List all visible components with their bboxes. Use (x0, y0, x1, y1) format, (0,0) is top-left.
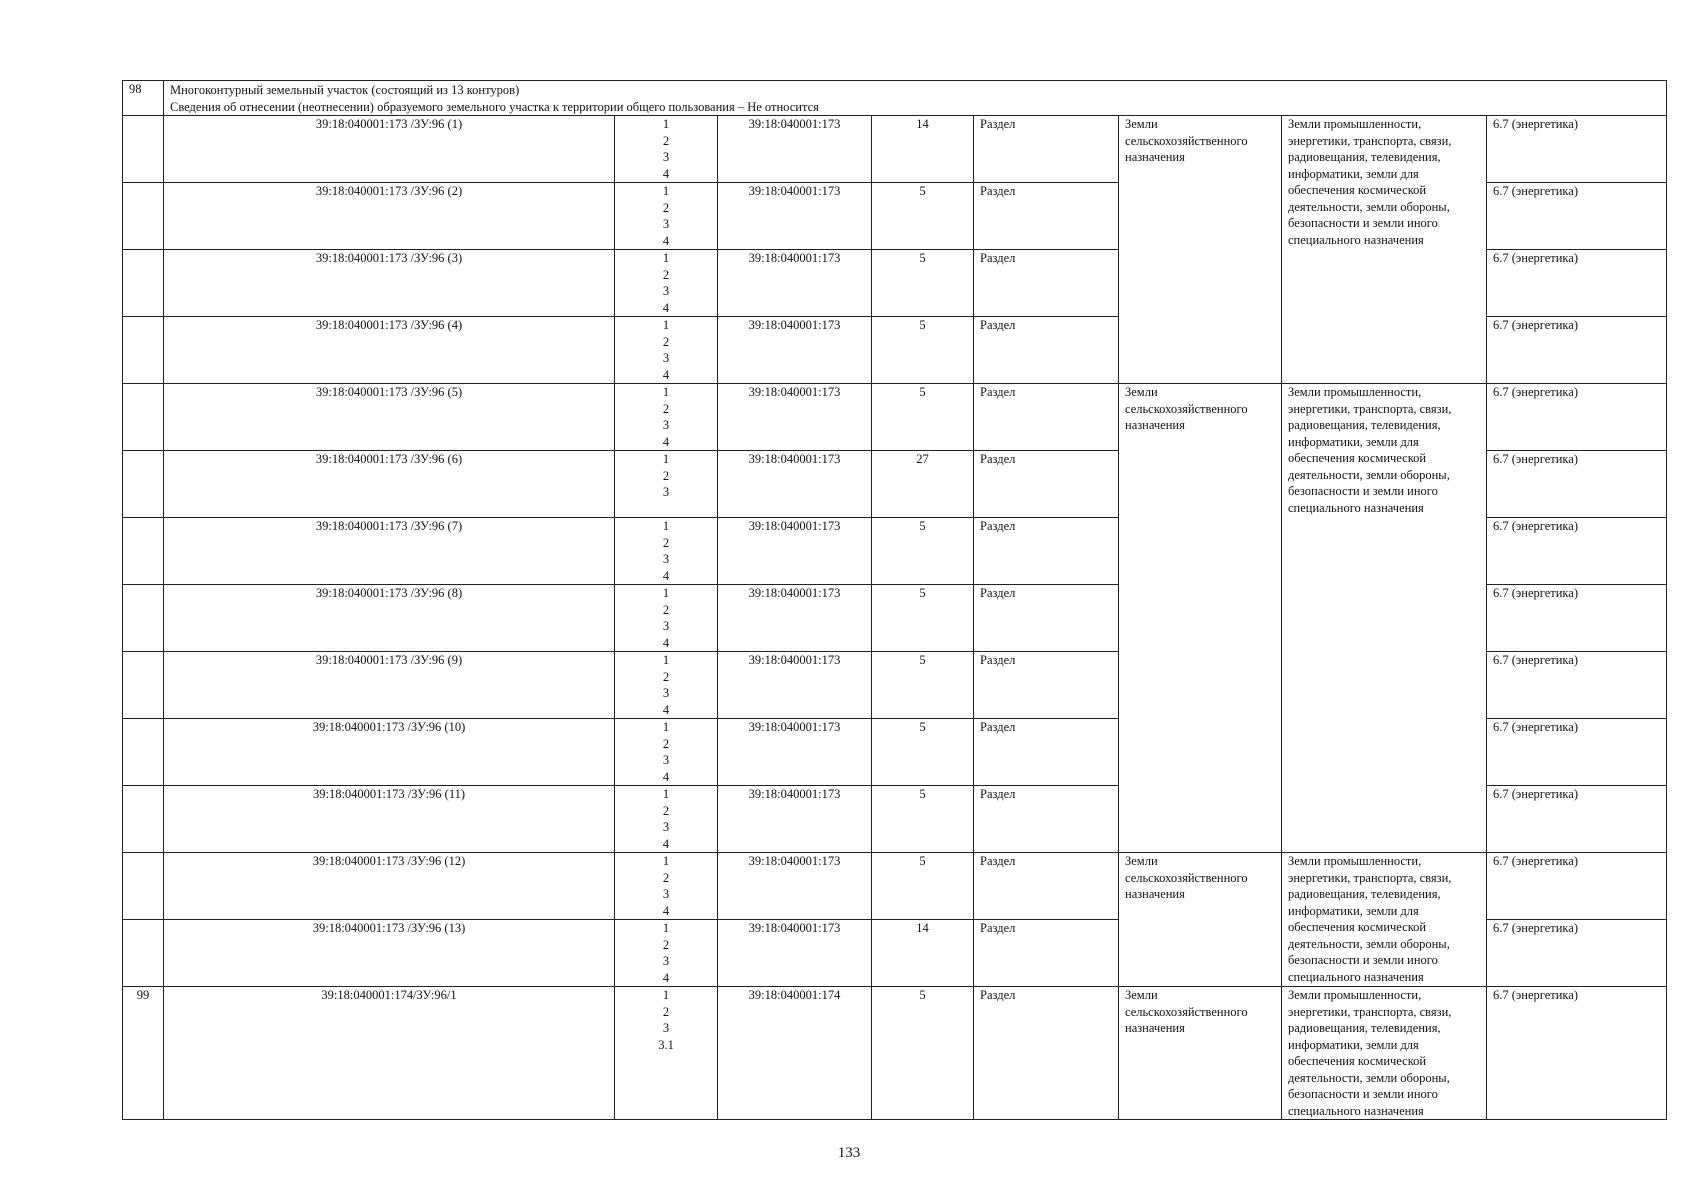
parent-cadastral-cell: 39:18:040001:173 (718, 920, 872, 987)
contour-number: 3 (662, 284, 670, 298)
table-row (123, 853, 1667, 920)
contour-number: 3 (662, 753, 670, 767)
area-cell: 5 (872, 250, 974, 317)
area-cell: 5 (872, 317, 974, 384)
contours-cell (615, 786, 718, 853)
permitted-use-cell: 6.7 (энергетика) (1487, 384, 1667, 451)
contour-number: 4 (662, 367, 670, 382)
contour-number: 3 (662, 150, 670, 164)
permitted-use-cell: 6.7 (энергетика) (1487, 719, 1667, 786)
parent-cadastral-cell: 39:18:040001:173 (718, 518, 872, 585)
contour-number: 1 (662, 787, 670, 801)
contour-number: 1 (662, 251, 670, 265)
contour-number: 1 (662, 184, 670, 198)
contour-number: 1 (662, 117, 670, 131)
parent-cadastral-cell: 39:18:040001:173 (718, 317, 872, 384)
plot-id-cell: 39:18:040001:173 /ЗУ:96 (10) (164, 719, 615, 786)
new-category-cell: Земли промышленности, энергетики, транспорта, связи, радиовещания, телевидения, информатики, земли для обеспечения космической деятельности, земли обороны, безопасности и земли иного специального назначения (1282, 853, 1487, 987)
document-sheet (122, 80, 1666, 1120)
parent-cadastral-cell: 39:18:040001:173 (718, 183, 872, 250)
contour-number: 1 (662, 318, 670, 332)
plot-id-cell: 39:18:040001:173 /ЗУ:96 (6) (164, 451, 615, 518)
contour-number: 1 (662, 988, 670, 1002)
method-cell: Раздел (974, 786, 1119, 853)
permitted-use-cell: 6.7 (энергетика) (1487, 317, 1667, 384)
contours-cell (615, 987, 718, 1120)
contour-number: 2 (662, 870, 670, 885)
header-line-2: Сведения об отнесении (неотнесении) образуемого земельного участка к территории общего пользования – Не относится (170, 99, 819, 114)
row-number-cell (123, 920, 164, 987)
contours-cell (615, 920, 718, 987)
new-category-cell: Земли промышленности, энергетики, транспорта, связи, радиовещания, телевидения, информатики, земли для обеспечения космической деятельности, земли обороны, безопасности и земли иного специального назначения (1282, 116, 1487, 384)
area-cell: 5 (872, 585, 974, 652)
table-row (123, 116, 1667, 183)
plot-id-cell: 39:18:040001:173 /ЗУ:96 (12) (164, 853, 615, 920)
contour-number: 2 (662, 535, 670, 550)
contour-number: 3 (662, 552, 670, 566)
area-cell: 5 (872, 719, 974, 786)
parent-cadastral-cell: 39:18:040001:173 (718, 116, 872, 183)
plot-id-cell: 39:18:040001:174/ЗУ:96/1 (164, 987, 615, 1120)
contour-number: 2 (662, 602, 670, 617)
contour-number: 1 (662, 720, 670, 734)
contour-number: 1 (662, 586, 670, 600)
parent-cadastral-cell: 39:18:040001:173 (718, 585, 872, 652)
contour-number: 4 (662, 635, 670, 650)
land-category-cell: Земли сельскохозяйственного назначения (1119, 987, 1282, 1120)
permitted-use-cell: 6.7 (энергетика) (1487, 183, 1667, 250)
permitted-use-cell: 6.7 (энергетика) (1487, 920, 1667, 987)
contours-cell (615, 585, 718, 652)
area-cell: 14 (872, 116, 974, 183)
contour-number: 2 (662, 736, 670, 751)
permitted-use-cell: 6.7 (энергетика) (1487, 987, 1667, 1120)
contours-cell (615, 116, 718, 183)
method-cell: Раздел (974, 384, 1119, 451)
contours-cell (615, 183, 718, 250)
method-cell: Раздел (974, 719, 1119, 786)
plot-id-cell: 39:18:040001:173 /ЗУ:96 (8) (164, 585, 615, 652)
plot-id-cell: 39:18:040001:173 /ЗУ:96 (4) (164, 317, 615, 384)
row-number-cell (123, 384, 164, 451)
row-number-cell (123, 786, 164, 853)
parent-cadastral-cell: 39:18:040001:174 (718, 987, 872, 1120)
parent-cadastral-cell: 39:18:040001:173 (718, 719, 872, 786)
contour-number: 4 (662, 300, 670, 315)
plot-id-cell: 39:18:040001:173 /ЗУ:96 (1) (164, 116, 615, 183)
row-number-cell (123, 116, 164, 183)
contour-number: 2 (662, 401, 670, 416)
land-category-cell: Земли сельскохозяйственного назначения (1119, 384, 1282, 853)
contour-number: 1 (662, 385, 670, 399)
table-row (123, 987, 1667, 1120)
contour-number: 2 (662, 267, 670, 282)
contours-cell (615, 719, 718, 786)
row-number-cell (123, 719, 164, 786)
parent-cadastral-cell: 39:18:040001:173 (718, 250, 872, 317)
area-cell: 5 (872, 786, 974, 853)
method-cell: Раздел (974, 920, 1119, 987)
land-plots-table (122, 80, 1667, 1120)
header-description-cell (164, 81, 1667, 116)
contour-number: 3 (662, 619, 670, 633)
land-category-cell: Земли сельскохозяйственного назначения (1119, 116, 1282, 384)
page-number: 133 (837, 1145, 861, 1161)
row-number-cell (123, 317, 164, 384)
header-line-1: Многоконтурный земельный участок (состоящий из 13 контуров) (170, 83, 520, 97)
contours-cell (615, 518, 718, 585)
contour-number: 4 (662, 970, 670, 985)
plot-id-cell: 39:18:040001:173 /ЗУ:96 (5) (164, 384, 615, 451)
permitted-use-cell: 6.7 (энергетика) (1487, 652, 1667, 719)
method-cell: Раздел (974, 451, 1119, 518)
parent-cadastral-cell: 39:18:040001:173 (718, 652, 872, 719)
contour-number: 2 (662, 334, 670, 349)
contour-number: 4 (662, 836, 670, 851)
area-cell: 5 (872, 652, 974, 719)
header-number: 98 (129, 82, 142, 96)
contour-number: 2 (662, 468, 670, 483)
area-cell: 5 (872, 987, 974, 1120)
contour-number: 4 (662, 434, 670, 449)
row-number-cell (123, 853, 164, 920)
area-cell: 5 (872, 853, 974, 920)
area-cell: 5 (872, 384, 974, 451)
row-number-cell (123, 183, 164, 250)
contour-number: 1 (662, 519, 670, 533)
contour-number: 3 (662, 954, 670, 968)
area-cell: 14 (872, 920, 974, 987)
permitted-use-cell: 6.7 (энергетика) (1487, 250, 1667, 317)
area-cell: 5 (872, 183, 974, 250)
contour-number: 2 (662, 803, 670, 818)
parent-cadastral-cell: 39:18:040001:173 (718, 786, 872, 853)
contour-number: 4 (662, 233, 670, 248)
permitted-use-cell: 6.7 (энергетика) (1487, 853, 1667, 920)
contour-number: 2 (662, 133, 670, 148)
contour-number: 2 (662, 937, 670, 952)
parent-cadastral-cell: 39:18:040001:173 (718, 451, 872, 518)
method-cell: Раздел (974, 317, 1119, 384)
method-cell: Раздел (974, 518, 1119, 585)
plot-id-cell: 39:18:040001:173 /ЗУ:96 (7) (164, 518, 615, 585)
contour-number: 1 (662, 854, 670, 868)
contour-number: 1 (662, 921, 670, 935)
row-number-cell: 99 (123, 987, 164, 1120)
method-cell: Раздел (974, 116, 1119, 183)
contour-number: 3 (662, 820, 670, 834)
new-category-cell: Земли промышленности, энергетики, транспорта, связи, радиовещания, телевидения, информатики, земли для обеспечения космической деятельности, земли обороны, безопасности и земли иного специального назначения (1282, 384, 1487, 853)
row-number-cell (123, 652, 164, 719)
permitted-use-cell: 6.7 (энергетика) (1487, 518, 1667, 585)
method-cell: Раздел (974, 183, 1119, 250)
header-number-cell (123, 81, 164, 116)
plot-id-cell: 39:18:040001:173 /ЗУ:96 (2) (164, 183, 615, 250)
contour-number: 4 (662, 166, 670, 181)
contours-cell (615, 853, 718, 920)
method-cell: Раздел (974, 585, 1119, 652)
area-cell: 27 (872, 451, 974, 518)
contour-number: 3 (662, 485, 670, 499)
row-number-cell (123, 585, 164, 652)
contour-number: 3 (662, 418, 670, 432)
contour-number: 3 (662, 1021, 670, 1035)
permitted-use-cell: 6.7 (энергетика) (1487, 451, 1667, 518)
area-cell: 5 (872, 518, 974, 585)
contour-number: 3 (662, 351, 670, 365)
contours-cell (615, 250, 718, 317)
contour-number: 2 (662, 669, 670, 684)
parent-cadastral-cell: 39:18:040001:173 (718, 384, 872, 451)
plot-id-cell: 39:18:040001:173 /ЗУ:96 (13) (164, 920, 615, 987)
contours-cell (615, 384, 718, 451)
method-cell: Раздел (974, 652, 1119, 719)
plot-id-cell: 39:18:040001:173 /ЗУ:96 (9) (164, 652, 615, 719)
contour-number: 3 (662, 217, 670, 231)
contour-number: 2 (662, 200, 670, 215)
plot-id-cell: 39:18:040001:173 /ЗУ:96 (3) (164, 250, 615, 317)
land-category-cell: Земли сельскохозяйственного назначения (1119, 853, 1282, 987)
method-cell: Раздел (974, 853, 1119, 920)
row-number-cell (123, 518, 164, 585)
contour-number: 4 (662, 769, 670, 784)
method-cell: Раздел (974, 250, 1119, 317)
table-row (123, 384, 1667, 451)
contour-number: 3 (662, 686, 670, 700)
permitted-use-cell: 6.7 (энергетика) (1487, 116, 1667, 183)
contour-number: 1 (662, 653, 670, 667)
table-header-row (123, 81, 1667, 116)
new-category-cell: Земли промышленности, энергетики, транспорта, связи, радиовещания, телевидения, информатики, земли для обеспечения космической деятельности, земли обороны, безопасности и земли иного специального назначения (1282, 987, 1487, 1120)
contour-number: 4 (662, 702, 670, 717)
contour-number: 2 (662, 1004, 670, 1019)
contour-number: 1 (662, 452, 670, 466)
contours-cell (615, 451, 718, 518)
contour-number: 4 (662, 903, 670, 918)
contours-cell (615, 652, 718, 719)
contour-number: 4 (662, 568, 670, 583)
contours-cell (615, 317, 718, 384)
row-number-cell (123, 250, 164, 317)
contour-number: 3.1 (658, 1037, 674, 1052)
permitted-use-cell: 6.7 (энергетика) (1487, 786, 1667, 853)
plot-id-cell: 39:18:040001:173 /ЗУ:96 (11) (164, 786, 615, 853)
parent-cadastral-cell: 39:18:040001:173 (718, 853, 872, 920)
row-number-cell (123, 451, 164, 518)
method-cell: Раздел (974, 987, 1119, 1120)
contour-number: 3 (662, 887, 670, 901)
permitted-use-cell: 6.7 (энергетика) (1487, 585, 1667, 652)
